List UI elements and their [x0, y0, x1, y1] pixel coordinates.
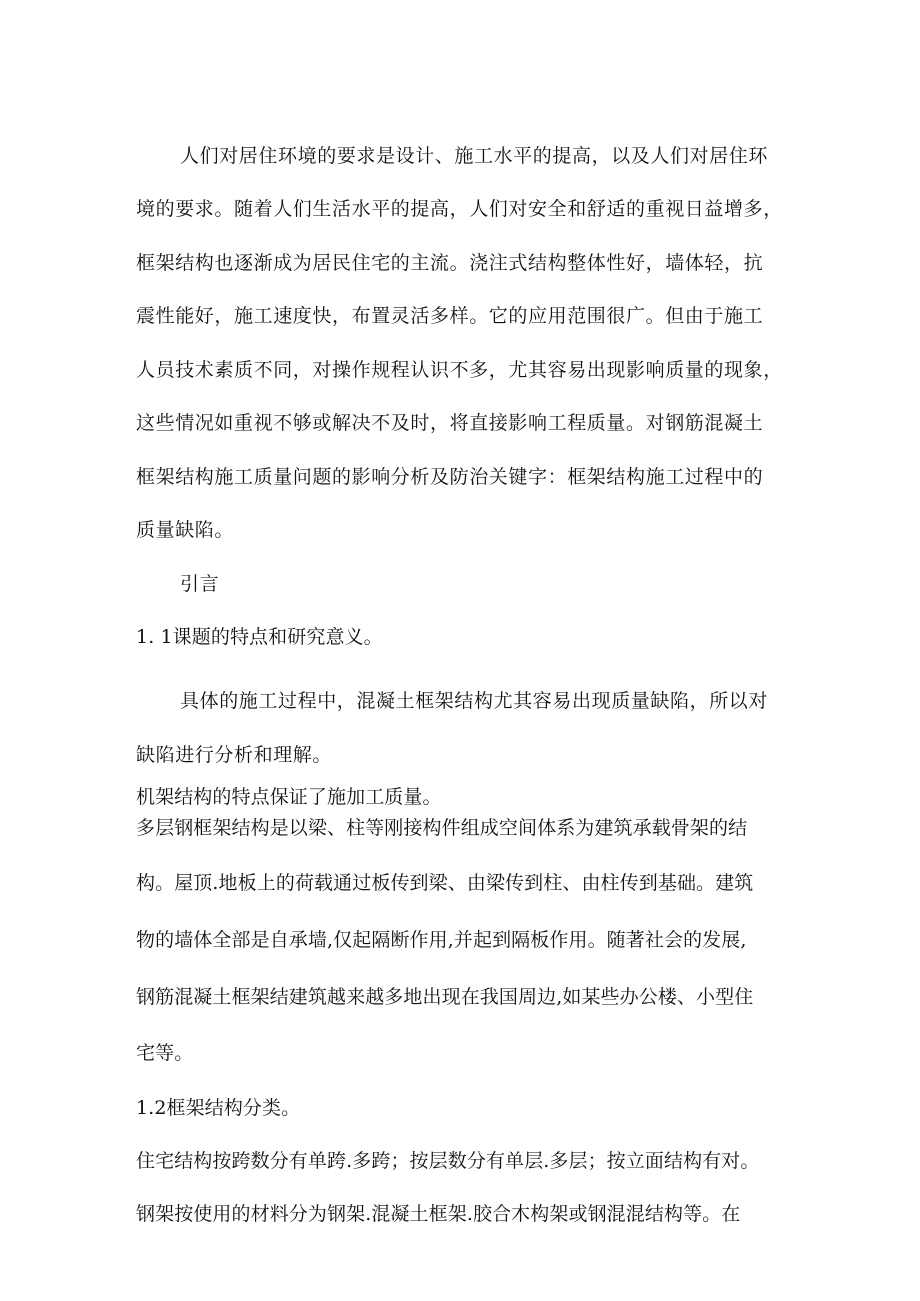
paragraph-line: 缺陷进行分析和理解。 [136, 744, 333, 766]
paragraph-line: 框架结构也逐渐成为居民住宅的主流。浇注式结构整体性好，墙体轻，抗 [136, 252, 764, 274]
paragraph-line: 多层钢框架结构是以梁、柱等刚接构件组成空间体系为建筑承载骨架的结 [136, 817, 748, 839]
paragraph-line: 这些情况如重视不够或解决不及时，将直接影响工程质量。对钢筋混凝土 [136, 412, 764, 434]
paragraph-line: 人员技术素质不同，对操作规程认识不多，尤其容易出现影响质量的现象， [136, 359, 783, 381]
paragraph-line: 住宅结构按跨数分有单跨.多跨；按层数分有单层.多层；按立面结构有对。 [136, 1150, 760, 1172]
paragraph-line: 构。屋顶.地板上的荷载通过板传到梁、由梁传到柱、由柱传到基础。建筑 [136, 872, 754, 894]
statement-line: 机架结构的特点保证了施加工质量。 [136, 786, 442, 808]
section-heading-1-1: 1. 1课题的特点和研究意义。 [136, 626, 383, 648]
paragraph-line: 境的要求。随着人们生活水平的提高，人们对安全和舒适的重视日益增多， [136, 198, 783, 220]
paragraph-line: 震性能好，施工速度快，布置灵活多样。它的应用范围很广。但由于施工 [136, 305, 764, 327]
paragraph-line: 物的墙体全部是自承墙,仅起隔断作用,并起到隔板作用。随著社会的发展, [136, 929, 747, 951]
paragraph-line: 人们对居住环境的要求是设计、施工水平的提高，以及人们对居住环 [180, 145, 769, 167]
paragraph-line: 质量缺陷。 [136, 519, 235, 541]
paragraph-line: 具体的施工过程中，混凝土框架结构尤其容易出现质量缺陷，所以对 [180, 690, 769, 712]
paragraph-line: 钢架按使用的材料分为钢架.混凝土框架.胶合木构架或钢混混结构等。在 [136, 1203, 741, 1225]
section-heading-1-2: 1.2框架结构分类。 [136, 1097, 301, 1119]
paragraph-line: 钢筋混凝土框架结建筑越来越多地出现在我国周边,如某些办公楼、小型住 [136, 986, 754, 1008]
heading-intro: 引言 [180, 573, 220, 595]
paragraph-line: 宅等。 [136, 1042, 194, 1064]
paragraph-line: 框架结构施工质量问题的影响分析及防治关键字：框架结构施工过程中的 [136, 466, 764, 488]
